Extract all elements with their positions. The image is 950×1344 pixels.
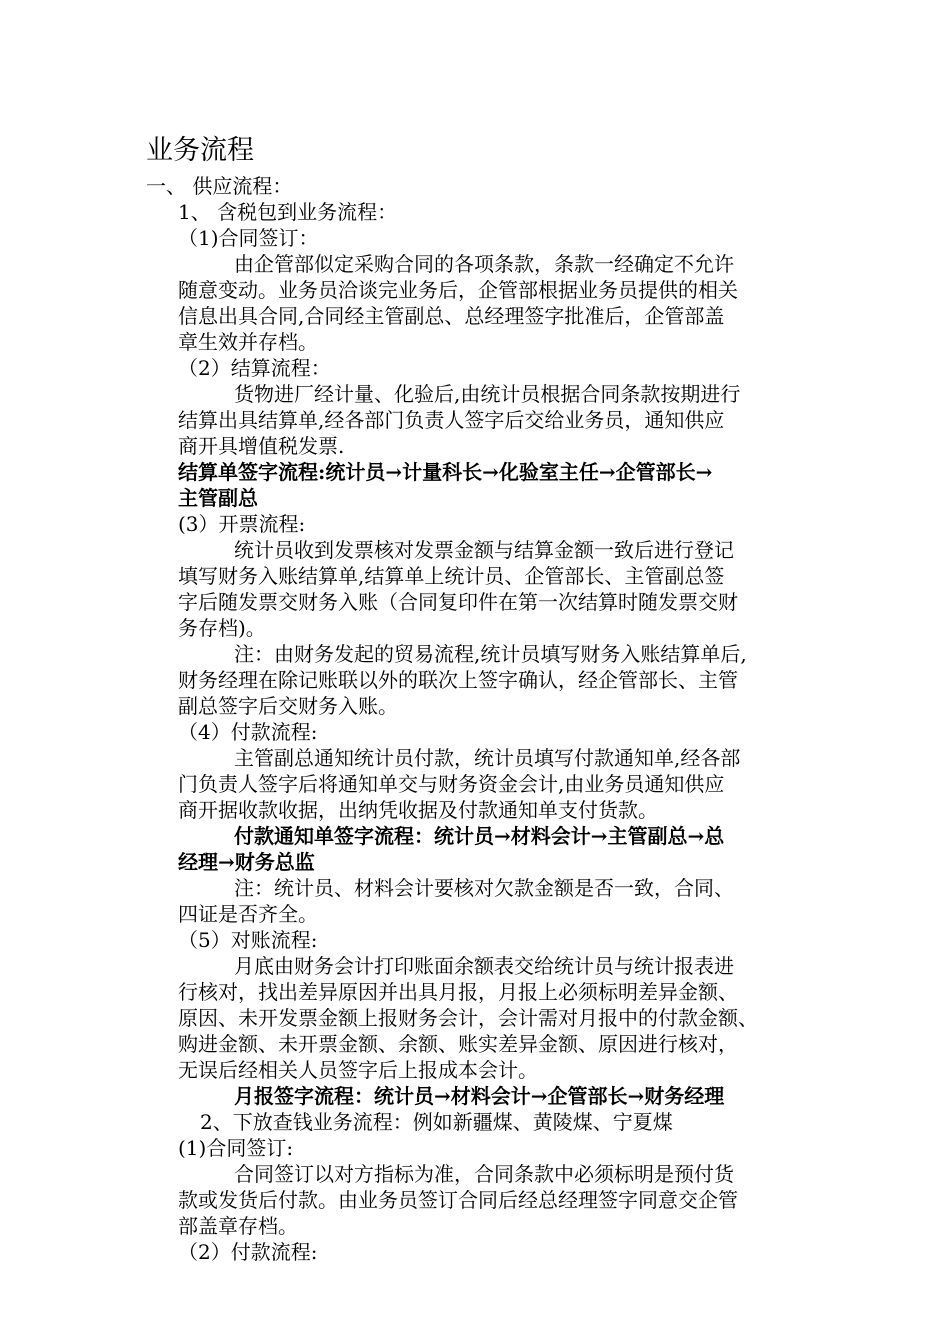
paragraph-line: 行核对，找出差异原因并出具月报，月报上必须标明差异金额、 (178, 980, 738, 1004)
subsection-heading: 2、下放查钱业务流程：例如新疆煤、黄陵煤、宁夏煤 (200, 1110, 673, 1134)
paragraph-line: 副总签字后交财务入账。 (178, 694, 398, 718)
section-heading: 一、 供应流程： (146, 174, 293, 198)
paragraph-line: 随意变动。业务员洽谈完业务后，企管部根据业务员提供的相关 (178, 278, 738, 302)
paragraph-line: 货物进厂经计量、化验后,由统计员根据合同条款按期进行 (234, 382, 741, 406)
paragraph-line: 商开据收款收据，出纳凭收据及付款通知单支付货款。 (178, 798, 658, 822)
bold-flow-line: 付款通知单签字流程：统计员→材料会计→主管副总→总 (234, 824, 725, 848)
paragraph-line: 款或发货后付款。由业务员签订合同后经总经理签字同意交企管 (178, 1188, 738, 1212)
bold-flow-line: 月报签字流程：统计员→材料会计→企管部长→财务经理 (234, 1084, 725, 1108)
page-title: 业务流程 (146, 135, 254, 166)
item-heading: （5）对账流程: (178, 928, 318, 952)
paragraph-line: 由企管部似定采购合同的各项条款，条款一经确定不允许 (234, 252, 734, 276)
bold-flow-line: 主管副总 (178, 486, 258, 510)
paragraph-line: 无误后经相关人员签字后上报成本会计。 (178, 1058, 538, 1082)
paragraph-line: 部盖章存档。 (178, 1214, 298, 1238)
item-heading: （1)合同签订： (178, 226, 319, 250)
paragraph-line: 原因、未开发票金额上报财务会计，会计需对月报中的付款金额、 (178, 1006, 758, 1030)
item-heading: （2）结算流程： (178, 356, 331, 380)
item-heading: (1)合同签订: (178, 1136, 294, 1160)
bold-flow-line: 经理→财务总监 (178, 850, 315, 874)
paragraph-line: 章生效并存档。 (178, 330, 318, 354)
subsection-heading: 1、 含税包到业务流程： (178, 200, 398, 224)
paragraph-line: 月底由财务会计打印账面余额表交给统计员与统计报表进 (234, 954, 734, 978)
paragraph-line: 结算出具结算单,经各部门负责人签字后交给业务员，通知供应 (178, 408, 725, 432)
paragraph-line: 主管副总通知统计员付款，统计员填写付款通知单,经各部 (234, 746, 741, 770)
paragraph-line: 字后随发票交财务入账（合同复印件在第一次结算时随发票交财 (178, 590, 738, 614)
item-heading: (3）开票流程: (178, 512, 306, 536)
paragraph-line: 信息出具合同,合同经主管副总、总经理签字批准后，企管部盖 (178, 304, 725, 328)
note-line: 注：由财务发起的贸易流程,统计员填写财务入账结算单后, (234, 642, 747, 666)
item-heading: （2）付款流程: (178, 1240, 318, 1264)
bold-flow-line: 结算单签字流程:统计员→计量科长→化验室主任→企管部长→ (178, 460, 713, 484)
paragraph-line: 合同签订以对方指标为准，合同条款中必须标明是预付货 (234, 1162, 734, 1186)
paragraph-line: 四证是否齐全。 (178, 902, 318, 926)
paragraph-line: 门负责人签字后将通知单交与财务资金会计,由业务员通知供应 (178, 772, 725, 796)
paragraph-line: 商开具增值税发票. (178, 434, 345, 458)
paragraph-line: 购进金额、未开票金额、余额、账实差异金额、原因进行核对， (178, 1032, 738, 1056)
paragraph-line: 务存档)。 (178, 616, 266, 640)
paragraph-line: 统计员收到发票核对发票金额与结算金额一致后进行登记 (234, 538, 734, 562)
paragraph-line: 填写财务入账结算单,结算单上统计员、企管部长、主管副总签 (178, 564, 725, 588)
note-line: 注：统计员、材料会计要核对欠款金额是否一致，合同、 (234, 876, 734, 900)
item-heading: （4）付款流程: (178, 720, 318, 744)
paragraph-line: 财务经理在除记账联以外的联次上签字确认，经企管部长、主管 (178, 668, 738, 692)
